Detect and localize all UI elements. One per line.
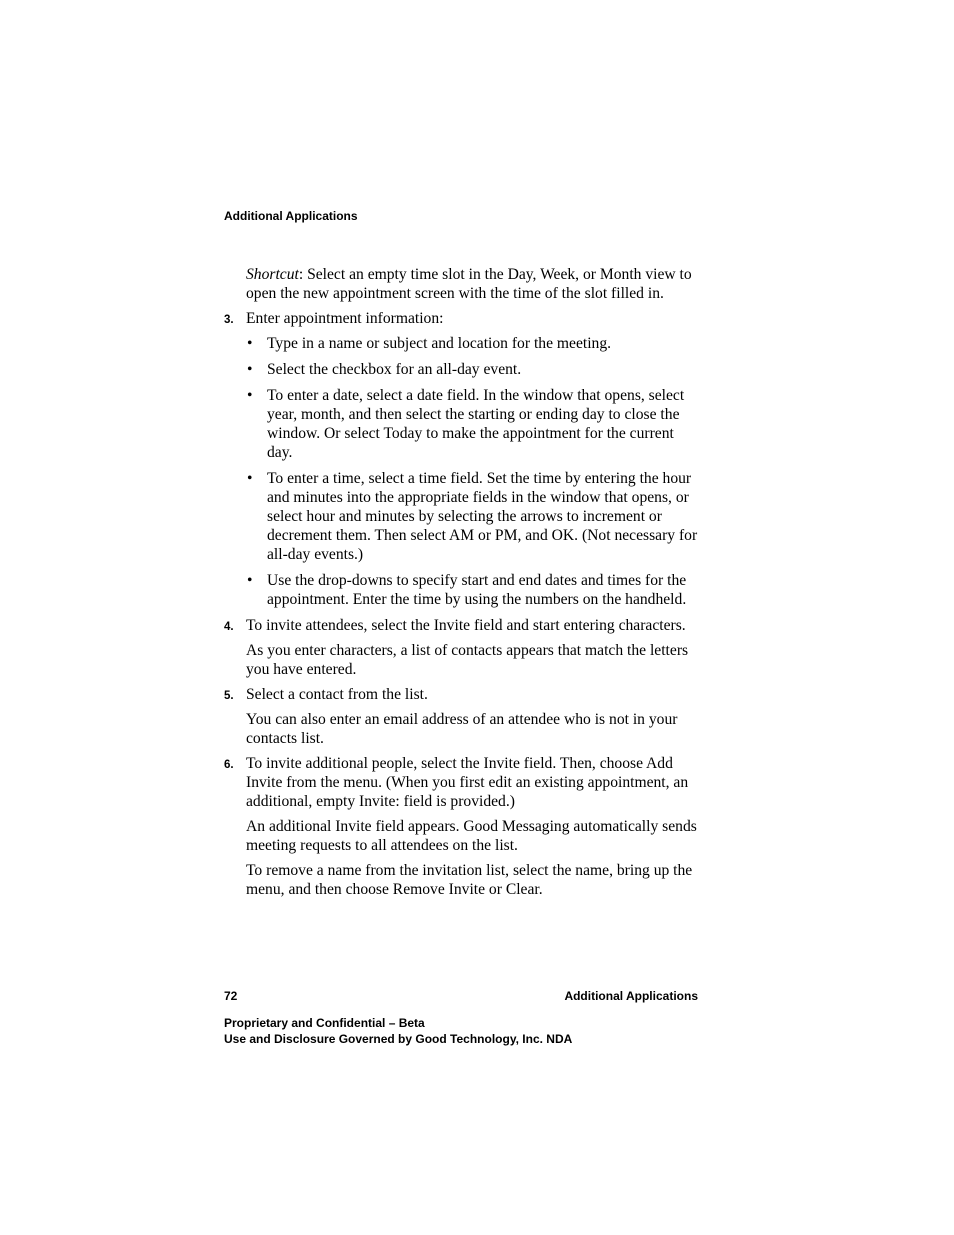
bullet-item [224,386,700,462]
page-number: 72 [224,989,238,1003]
bullet-icon: • [247,572,253,589]
document-body [224,265,700,905]
bullet-icon: • [247,387,253,404]
running-header: Additional Applications [224,209,358,223]
step-text: To invite attendees, select the Invite field and start entering characters. [246,617,686,634]
footer-section-title: Additional Applications [564,989,698,1003]
shortcut-label: Shortcut [246,266,299,283]
confidential-line-2: Use and Disclosure Governed by Good Technology, Inc. NDA [224,1032,573,1046]
step-6-note-2: To remove a name from the invitation list, select the name, bring up the menu, and then choose Remove Invite or Clear. [246,862,693,898]
step-4 [224,616,700,635]
bullet-text: Type in a name or subject and location for the meeting. [267,335,612,352]
step-6 [224,754,700,811]
step-text: To invite additional people, select the Invite field. Then, choose Add Invite from the menu. (When you first edit an existing appointment, an additional, empty Invite: field is provided.) [246,755,689,810]
page-footer [224,989,698,1003]
bullet-item [224,360,700,379]
bullet-text: To enter a time, select a time field. Set the time by entering the hour and minutes into the appropriate fields in the window that opens, or select hour and minutes by selecting the arrows to increment or decrement them. Then select AM or PM, and OK. (Not necessary for all-day events.) [267,470,698,563]
bullet-text: Select the checkbox for an all-day event. [267,361,522,378]
confidentiality-notice [224,1015,572,1047]
bullet-item [224,334,700,353]
bullet-text: To enter a date, select a date field. In the window that opens, select year, month, and then select the starting or ending day to close the window. Or select Today to make the appointment for the current day. [267,387,685,461]
confidential-line-1: Proprietary and Confidential – Beta [224,1016,425,1030]
bullet-item [224,571,700,609]
step-6-note-1: An additional Invite field appears. Good Messaging automatically sends meeting requests to all attendees on the list. [246,818,697,854]
step-5-note: You can also enter an email address of an attendee who is not in your contacts list. [246,711,678,747]
step-4-note: As you enter characters, a list of contacts appears that match the letters you have entered. [246,642,689,678]
step-number: 3. [224,314,234,326]
step-number: 5. [224,690,234,702]
bullet-icon: • [247,335,253,352]
step-5 [224,685,700,704]
bullet-item [224,469,700,564]
step-number: 6. [224,759,234,771]
shortcut-paragraph [246,265,700,303]
shortcut-text: : Select an empty time slot in the Day, Week, or Month view to open the new appointment screen with the time of the slot filled in. [246,266,692,302]
step-3 [224,309,700,328]
step-text: Select a contact from the list. [246,686,428,703]
bullet-text: Use the drop-downs to specify start and end dates and times for the appointment. Enter the time by using the numbers on the handheld. [267,572,687,608]
bullet-icon: • [247,470,253,487]
step-text: Enter appointment information: [246,310,444,327]
step-number: 4. [224,621,234,633]
bullet-icon: • [247,361,253,378]
